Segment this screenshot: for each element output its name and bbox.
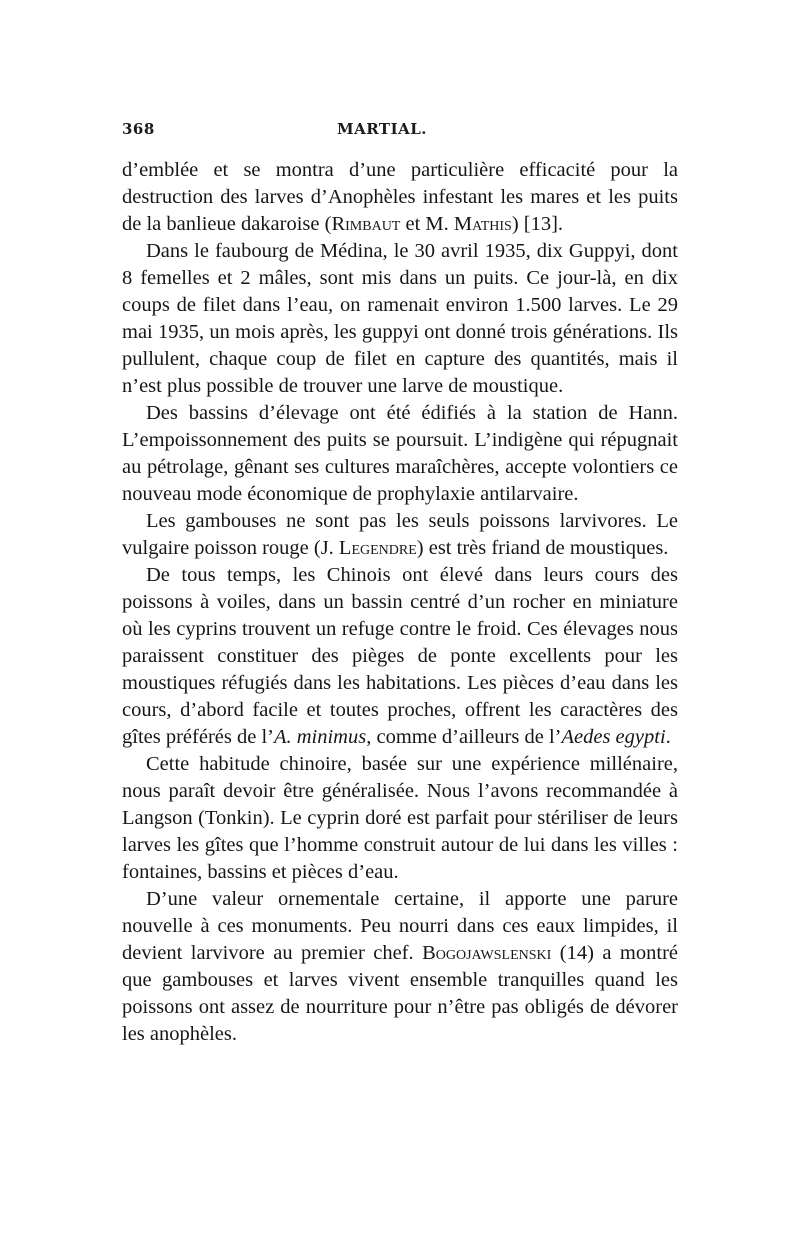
text-segment: ) [13]. [511, 213, 564, 235]
text-segment: . [665, 726, 671, 748]
text-segment: De tous temps, les Chinois ont élevé dans leurs cours des poissons à voiles, dans un bassin centré d’un rocher en miniature où les cyprins trouvent un refuge contre le froid. Ces élevages nous paraissent constituer des pièges de ponte excellents pour les moustiques réfugiés dans les habitations. Les pièces d’eau dans les cours, d’abord facile et toutes proches, offrent les caractères des gîtes préférés de l’ [122, 564, 678, 748]
text-segment: Bogojawslenski [422, 942, 552, 964]
text-segment: A. minimus [273, 726, 367, 748]
text-segment: (14) a montré que gambouses et larves vivent ensemble tranquilles quand les poissons ont assez de nourriture pour n’être pas obligés de dévorer les anophèles. [122, 942, 678, 1045]
paragraph-5 [122, 562, 678, 751]
text-segment: et M. [400, 213, 454, 235]
text-segment: , comme d’ailleurs de l’ [366, 726, 562, 748]
text-segment: Mathis [453, 213, 512, 235]
running-title: MARTIAL. [336, 120, 428, 138]
text-segment: D’une valeur ornementale certaine, il apporte une parure nouvelle à ces monuments. Peu nourri dans ces eaux limpides, il devient larvivore au premier chef. [122, 888, 678, 964]
paragraph-4 [122, 508, 678, 562]
paragraph-6 [122, 751, 678, 886]
text-segment: Les gambouses ne sont pas les seuls poissons larvivores. Le vulgaire poisson rouge (J. [122, 510, 678, 559]
text-segment: d’emblée et se montra d’une particulière efficacité pour la destruction des larves d’Anophèles infestant les mares et les puits de la banlieue dakaroise ( [122, 159, 678, 235]
text-segment: Legendre [338, 537, 417, 559]
paragraph-3 [122, 400, 678, 508]
text-segment: Aedes egypti [561, 726, 666, 748]
paragraph-2 [122, 238, 678, 400]
body-text [122, 157, 678, 1048]
text-segment: ) est très friand de moustiques. [416, 537, 669, 559]
page-header [122, 120, 682, 144]
text-segment: Dans le faubourg de Médina, le 30 avril 1935, dix Guppyi, dont 8 femelles et 2 mâles, sont mis dans un puits. Ce jour-là, en dix coups de filet dans l’eau, on ramenait environ 1.500 larves. Le 29 mai 1935, un mois après, les guppyi ont donné trois générations. Ils pullulent, chaque coup de filet en capture des quantités, mais il n’est plus possible de trouver une larve de moustique. [122, 240, 678, 397]
text-segment: Des bassins d’élevage ont été édifiés à la station de Hann. L’empoissonnement des puits se poursuit. L’indigène qui répugnait au pétrolage, gênant ses cultures maraîchères, accepte volontiers ce nouveau mode économique de prophylaxie antilarvaire. [122, 402, 678, 505]
page-number: 368 [122, 120, 155, 138]
paragraph-1 [122, 157, 678, 238]
text-segment: Rimbaut [331, 213, 401, 235]
paragraph-7 [122, 886, 678, 1048]
text-segment: Cette habitude chinoire, basée sur une expérience millénaire, nous paraît devoir être généralisée. Nous l’avons recommandée à Langson (Tonkin). Le cyprin doré est parfait pour stériliser de leurs larves les gîtes que l’homme construit autour de lui dans les villes : fontaines, bassins et pièces d’eau. [122, 753, 678, 883]
